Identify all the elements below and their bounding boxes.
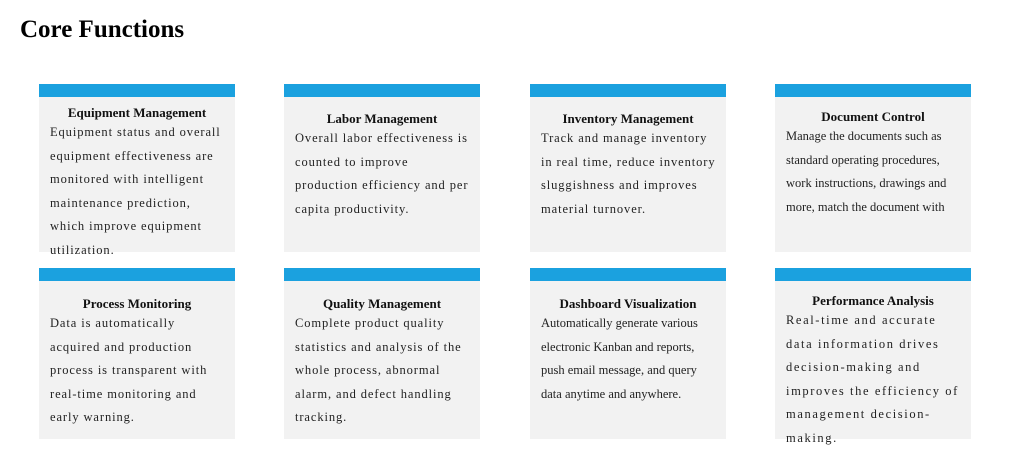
- card-title: Document Control: [821, 109, 925, 124]
- feature-card-process-monitoring: [39, 268, 235, 439]
- card-description: Equipment status and overall equipment effectiveness are monitored with intelligent maintenance prediction, which improve equipment utilization.: [50, 125, 221, 257]
- card-description: Manage the documents such as standard operating procedures, work instructions, drawings and more, match the document with: [786, 129, 947, 214]
- page-title: Core Functions: [20, 16, 185, 43]
- card-title: Equipment Management: [67, 105, 207, 120]
- card-accent-bar: [530, 84, 726, 97]
- feature-card-quality-management: [284, 268, 480, 439]
- card-accent-bar: [775, 268, 971, 281]
- card-accent-bar: [530, 268, 726, 281]
- card-description: Data is automatically acquired and production process is transparent with real-time monitoring and early warning.: [50, 316, 208, 424]
- feature-card-equipment-management: [39, 84, 235, 257]
- feature-card-dashboard-visualization: [530, 268, 726, 439]
- card-description: Automatically generate various electronic Kanban and reports, push email message, and query data anytime and anywhere.: [541, 316, 698, 401]
- card-title: Quality Management: [322, 296, 442, 311]
- card-description: Track and manage inventory in real time, reduce inventory sluggishness and improves material turnover.: [541, 131, 716, 216]
- card-accent-bar: [775, 84, 971, 97]
- feature-card-inventory-management: [530, 84, 726, 252]
- card-accent-bar: [39, 268, 235, 281]
- feature-card-document-control: [775, 84, 971, 252]
- card-accent-bar: [284, 268, 480, 281]
- card-description: Real-time and accurate data information drives decision-making and improves the efficiency of management decision-making.: [786, 313, 959, 445]
- card-description: Overall labor effectiveness is counted to improve production efficiency and per capita productivity.: [295, 131, 469, 216]
- card-accent-bar: [39, 84, 235, 97]
- card-title: Dashboard Visualization: [559, 296, 697, 311]
- card-title: Process Monitoring: [82, 296, 192, 311]
- card-title: Inventory Management: [562, 111, 694, 126]
- card-accent-bar: [284, 84, 480, 97]
- feature-card-performance-analysis: [775, 268, 971, 445]
- card-title: Labor Management: [326, 111, 438, 126]
- feature-card-labor-management: [284, 84, 480, 252]
- card-description: Complete product quality statistics and analysis of the whole process, abnormal alarm, and defect handling tracking.: [295, 316, 462, 424]
- card-title: Performance Analysis: [812, 293, 934, 308]
